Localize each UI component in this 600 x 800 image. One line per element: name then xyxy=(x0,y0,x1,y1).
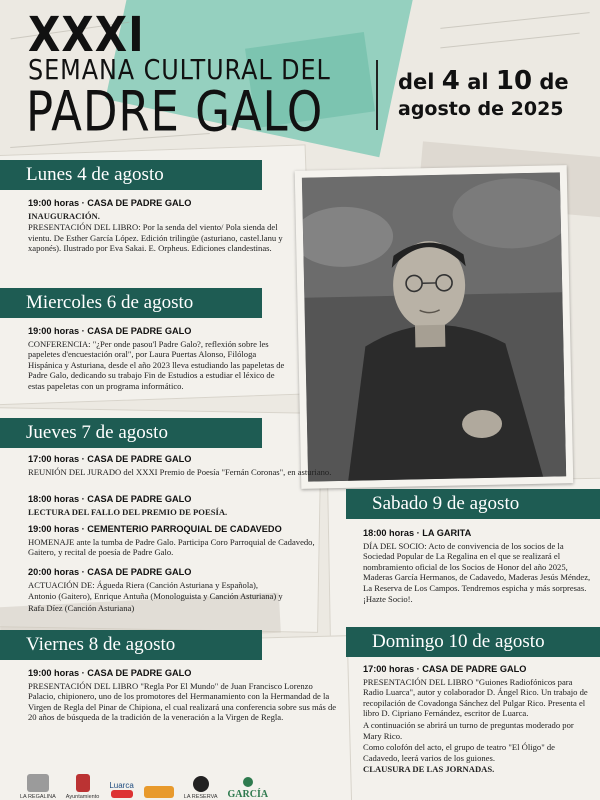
day-banner-sabado: Sabado 9 de agosto xyxy=(346,489,600,519)
sponsor-logo-4 xyxy=(144,772,174,800)
event-time: 17:00 horas · CASA DE PADRE GALO xyxy=(28,454,192,464)
event-line: PRESENTACIÓN DEL LIBRO: Por la senda del viento/ Pola sienda del vientu. De Esther García López. Edición trilingüe (asturiano, castel.lanu y xaponés). Ilustrado por Eva Sakai. E. Orpheus. Ediciones clandestinas. xyxy=(28,222,283,254)
dates-start-day: 4 xyxy=(441,66,460,96)
event-line: PRESENTACIÓN DEL LIBRO "Guiones Radiofónicos para Radio Luarca", autor y colaborador D. Ángel Rico. Un trabajo de recopilación de Covadonga Sánchez del Pulgar Rico. Presenta el libro D. Cipriano Fernández, escritor de Luarca. xyxy=(363,676,588,719)
event-line: CLAUSURA DE LAS JORNADAS. xyxy=(363,764,495,775)
event-line: Antonio (Gaitero), Enrique Antuña (Monologuista y Canción Asturiana) y xyxy=(28,591,283,602)
event-line: CONFERENCIA: "¿Per onde pasou'l Padre Galo?, reflexión sobre les papeletes d'encuestación oral", por Laura Puertas Alonso, Filóloga Hispánica y Asturiana, desde el año 2023 lleva estudiando las papeletas de Padre Galo, dedicando su trabajo Fin de Estudios a estudiar el léxico de estas papeletas con un programa informático. xyxy=(28,338,285,391)
event-time: 18:00 horas · LA GARITA xyxy=(363,528,472,538)
dates-end-day: 10 xyxy=(495,66,533,96)
event-line: LECTURA DEL FALLO DEL PREMIO DE POESÍA. xyxy=(28,506,228,517)
day-banner-domingo: Domingo 10 de agosto xyxy=(346,627,600,657)
event-line: Como colofón del acto, el grupo de teatro "El Óligo" de Cadavedo, leerá varios de los guiones. xyxy=(363,742,555,763)
event-line: DÍA DEL SOCIO: Acto de convivencia de los socios de la Sociedad Popular de La Regalina en el que se realizará el nombramiento oficial de los Socios de Honor del año 2025, Maderas García Hermanos, de Cadavedo, Maderas Jesús Méndez, La Reserva de Los Campos. Tendremos espicha y más sorpresas. ¡Hazte Socio!. xyxy=(363,540,591,604)
event-jueves-4 xyxy=(28,567,338,614)
header-divider xyxy=(376,60,378,130)
sponsor-logos xyxy=(20,766,340,800)
day-banner-viernes: Viernes 8 de agosto xyxy=(0,630,262,660)
event-time: 19:00 horas · CASA DE PADRE GALO xyxy=(28,198,192,208)
day-banner-miercoles: Miercoles 6 de agosto xyxy=(0,288,262,318)
event-lunes-1 xyxy=(28,198,290,255)
sponsor-logo-garcia: GARCÍA xyxy=(228,772,269,800)
event-miercoles-1 xyxy=(28,326,290,393)
event-dates xyxy=(398,66,569,120)
event-time: 19:00 horas · CASA DE PADRE GALO xyxy=(28,668,192,678)
dates-mid: al xyxy=(467,70,489,94)
sponsor-logo-ayuntamiento: Ayuntamiento xyxy=(66,772,100,800)
event-jueves-2 xyxy=(28,494,338,518)
event-line: PRESENTACIÓN DEL LIBRO "Regla Por El Mundo" de Juan Francisco Lorenzo Palacio, chipionero, uno de los promotores del Hermanamiento con la Hermandad de la Virgen de Regla del Pinar de Chipiona, el cual realizará una conferencia sobre sus más de 20 años de búsqueda de la tradición de la veneración a la Virgen de Regla. xyxy=(28,680,337,723)
event-domingo-1 xyxy=(363,664,593,776)
event-viernes-1 xyxy=(28,668,338,724)
event-time: 18:00 horas · CASA DE PADRE GALO xyxy=(28,494,192,504)
event-title: PADRE GALO xyxy=(26,80,324,144)
event-line: INAUGURACIÓN. xyxy=(28,210,100,221)
event-time: 20:00 horas · CASA DE PADRE GALO xyxy=(28,567,192,577)
day-banner-jueves: Jueves 7 de agosto xyxy=(0,418,262,448)
event-subtitle: SEMANA CULTURAL DEL xyxy=(28,55,331,87)
event-time: 19:00 horas · CEMENTERIO PARROQUIAL DE CADAVEDO xyxy=(28,524,282,534)
dates-post: de xyxy=(539,70,569,94)
event-sabado-1 xyxy=(363,528,593,605)
event-jueves-3 xyxy=(28,524,338,559)
padre-galo-portrait-photo xyxy=(295,165,574,489)
edition-number: XXXI xyxy=(28,6,145,63)
event-time: 19:00 horas · CASA DE PADRE GALO xyxy=(28,326,192,336)
event-line: REUNIÓN DEL JURADO del XXXI Premio de Poesía "Fernán Coronas", en asturiano. xyxy=(28,466,332,477)
sponsor-logo-regalina: LA REGALINA xyxy=(20,772,56,800)
event-line: ACTUACIÓN DE: Águeda Riera (Canción Asturiana y Española), xyxy=(28,579,259,590)
event-time: 17:00 horas · CASA DE PADRE GALO xyxy=(363,664,527,674)
dates-month-year: agosto de 2025 xyxy=(398,98,564,120)
day-banner-lunes: Lunes 4 de agosto xyxy=(0,160,262,190)
event-line: HOMENAJE ante la tumba de Padre Galo. Participa Coro Parroquial de Cadavedo, Gaitero, y recital de poesía de Padre Galo. xyxy=(28,536,315,558)
event-line: A continuación se abrirá un turno de preguntas moderado por Mary Rico. xyxy=(363,719,574,741)
dates-pre: del xyxy=(398,70,435,94)
portrait-illustration xyxy=(302,172,566,481)
event-jueves-1 xyxy=(28,454,338,478)
event-line: Rafa Díez (Canción Asturiana) xyxy=(28,602,135,613)
sponsor-logo-la-reserva: LA RESERVA xyxy=(184,772,218,800)
sponsor-logo-luarca: Luarca xyxy=(109,772,133,800)
